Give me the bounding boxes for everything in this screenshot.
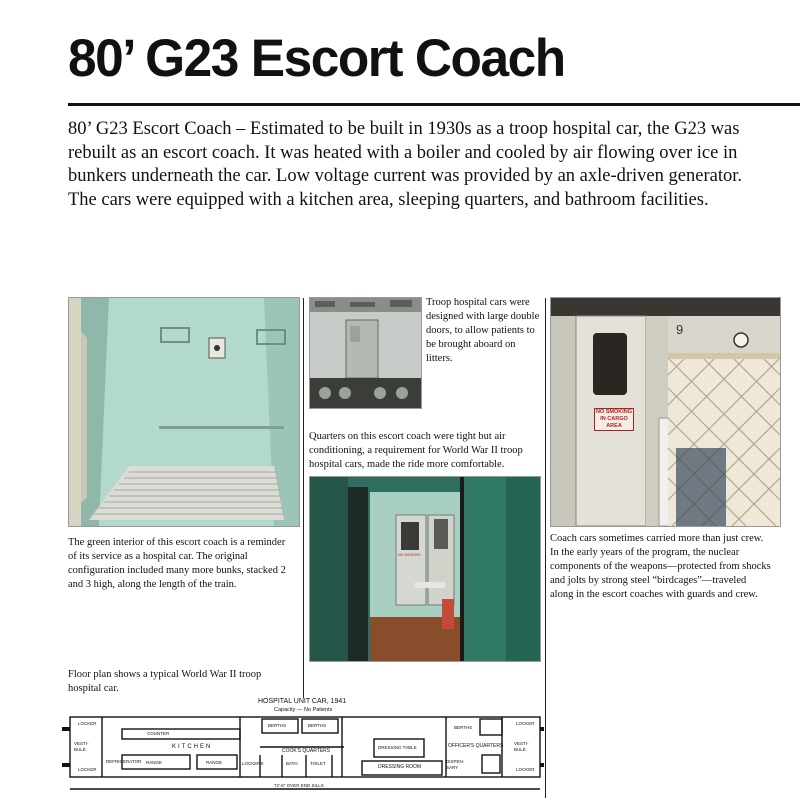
intro-paragraph: 80’ G23 Escort Coach – Estimated to be built in 1930s as a troop hospital car, the G23 was rebuilt as an escort coach. It was heated with a boiler and cooled by air flowing over ice in bunkers underneath the car. Low voltage current was provided by an axle-driven generator. The cars were equipped with a kitchen area, sleeping quarters, and bathroom facilities. — [68, 119, 742, 210]
floorplan-counter: COUNTER — [147, 731, 170, 736]
floorplan-berths-3: BERTHS — [454, 725, 473, 730]
floorplan-range-1: RANGE — [146, 760, 163, 765]
column-divider-left — [303, 298, 304, 698]
photo-birdcage — [550, 297, 781, 527]
floorplan-dressing-table: DRESSING TABLE — [378, 745, 417, 750]
caption-double-doors: Troop hospital cars were designed with large double doors, to allow patients to be brought aboard on litters. — [426, 297, 540, 364]
floorplan-locker-br: LOCKER — [516, 767, 535, 772]
photo-green-interior — [68, 297, 300, 527]
caption-quarters: Quarters on this escort coach were tight but air conditioning, a requirement for World War II troop hospital cars, made the ride more comfortable. — [309, 431, 523, 470]
title-divider — [68, 103, 800, 106]
floorplan-dispensary: DISPEN-SARY — [446, 759, 465, 770]
floorplan-toilet: TOILET — [310, 761, 326, 766]
caption-green-interior: The green interior of this escort coach is a reminder of its service as a hospital car. The original configuration included many more bunks, stacked 2 and 3 high, along the length of the train. — [68, 537, 286, 590]
floorplan-subheading: Capacity — No Patients — [274, 707, 333, 713]
floorplan-officers-quarters: OFFICER'S QUARTERS — [448, 743, 504, 749]
floorplan-range-2: RANGE — [206, 760, 223, 765]
floorplan-refrigerator: REFRIGERATOR — [106, 759, 142, 764]
floorplan-locker-tl: LOCKER — [78, 721, 97, 726]
floorplan-lockers: LOCKERS — [242, 761, 264, 766]
floorplan-heading: HOSPITAL UNIT CAR, 1941 — [258, 698, 347, 705]
floorplan-cooks-quarters: COOK'S QUARTERS — [282, 748, 331, 754]
floor-plan — [62, 697, 544, 795]
page-title: 80’ G23 Escort Coach — [68, 29, 565, 88]
column-divider-right — [545, 298, 546, 798]
caption-birdcage: Coach cars sometimes carried more than just crew. In the early years of the program, the nuclear components of the weapons—protected from shocks and jolts by strong steel “birdcages”—traveled along in the escort coaches with guards and crew. — [550, 533, 771, 600]
photo-double-doors — [309, 297, 422, 409]
sign-no-smoking-hall: NO SMOKING — [398, 553, 421, 557]
caption-floorplan: Floor plan shows a typical World War II troop hospital car. — [68, 669, 262, 694]
floorplan-berths-2: BERTHS — [308, 723, 327, 728]
floorplan-berths-1: BERTHS — [268, 723, 287, 728]
floorplan-vestibule-left: VESTI-BULE — [74, 741, 89, 752]
photo-corridor — [309, 476, 541, 662]
floorplan-bath: BATH — [286, 761, 298, 766]
floorplan-dimension: 72'-6" OVER END SILLS — [274, 783, 324, 788]
door-number: 9 — [676, 322, 684, 337]
floorplan-kitchen: KITCHEN — [172, 744, 213, 750]
floorplan-locker-bl: LOCKER — [78, 767, 97, 772]
floorplan-vestibule-right: VESTI-BULE — [514, 741, 529, 752]
floorplan-dressing-room: DRESSING ROOM — [378, 764, 422, 770]
floorplan-locker-tr: LOCKER — [516, 721, 535, 726]
sign-no-smoking-door: NO SMOKING IN CARGO AREA — [595, 409, 633, 429]
